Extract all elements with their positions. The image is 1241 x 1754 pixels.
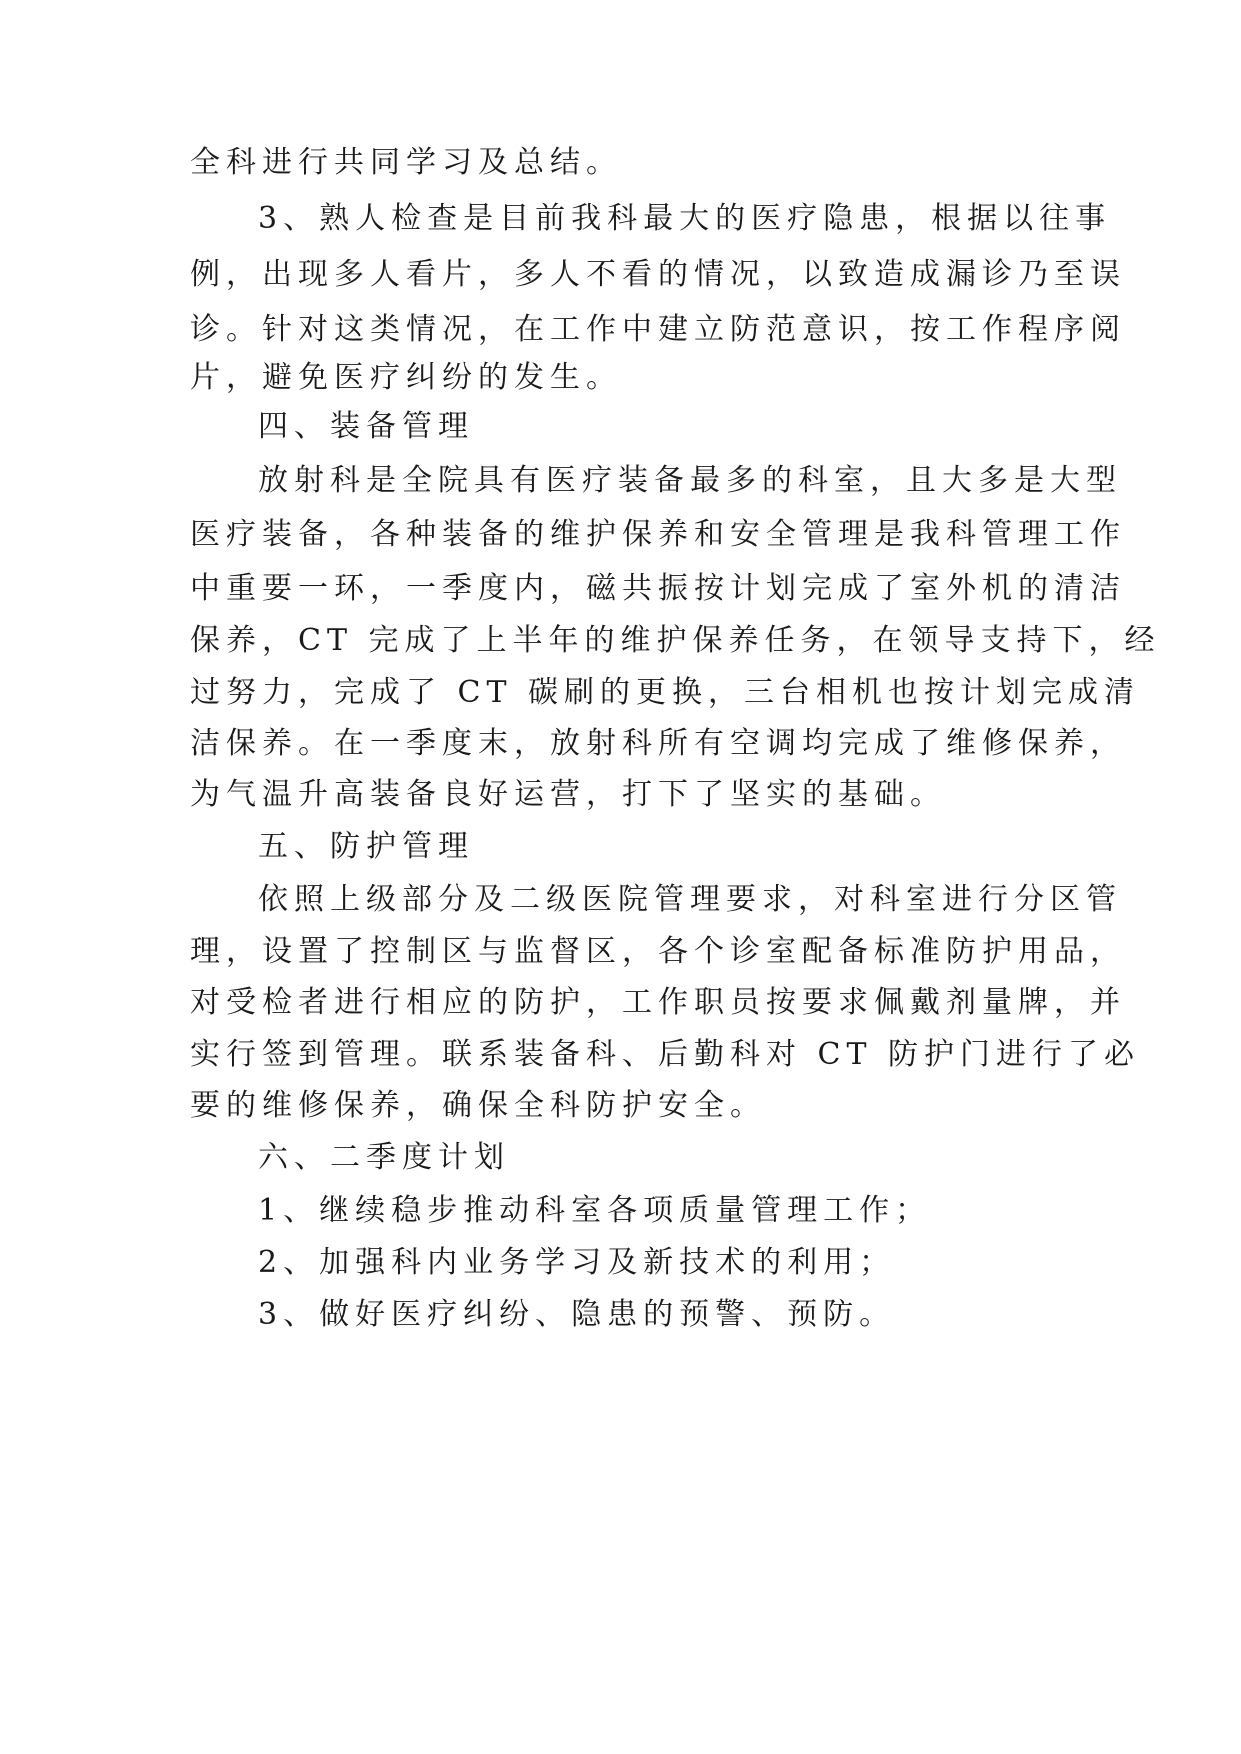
text-line: 为气温升高装备良好运营，打下了坚实的基础。 [190,777,946,812]
text-line: 全科进行共同学习及总结。 [190,145,622,180]
text-line: 医疗装备，各种装备的维护保养和安全管理是我科管理工作 [190,517,1126,552]
text-line: 洁保养。在一季度末，放射科所有空调均完成了维修保养， [190,726,1126,761]
text-line: 中重要一环，一季度内，磁共振按计划完成了室外机的清洁 [190,571,1126,606]
text-line: 例，出现多人看片，多人不看的情况，以致造成漏诊乃至误 [190,257,1126,292]
text-line: 放射科是全院具有医疗装备最多的科室，且大多是大型 [258,463,1122,498]
text-line: 要的维修保养，确保全科防护安全。 [190,1088,766,1123]
text-line: 保养，CT 完成了上半年的维护保养任务，在领导支持下，经 [190,623,1161,658]
section-heading: 五、防护管理 [258,829,474,864]
text-line: 理，设置了控制区与监督区，各个诊室配备标准防护用品， [190,934,1126,969]
list-item: 3、做好医疗纠纷、隐患的预警、预防。 [258,1297,896,1332]
text-line: 3、熟人检查是目前我科最大的医疗隐患，根据以往事 [258,201,1112,236]
list-item: 1、继续稳步推动科室各项质量管理工作； [258,1193,932,1228]
text-line: 片，避免医疗纠纷的发生。 [190,360,622,395]
text-line: 依照上级部分及二级医院管理要求，对科室进行分区管 [258,882,1122,917]
list-item: 2、加强科内业务学习及新技术的利用； [258,1245,896,1280]
text-line: 实行签到管理。联系装备科、后勤科对 CT 防护门进行了必 [190,1037,1141,1072]
text-line: 诊。针对这类情况，在工作中建立防范意识，按工作程序阅 [190,312,1126,347]
section-heading: 六、二季度计划 [258,1140,510,1175]
text-line: 对受检者进行相应的防护，工作职员按要求佩戴剂量牌，并 [190,985,1126,1020]
section-heading: 四、装备管理 [258,409,474,444]
text-line: 过努力，完成了 CT 碳刷的更换，三台相机也按计划完成清 [190,675,1141,710]
